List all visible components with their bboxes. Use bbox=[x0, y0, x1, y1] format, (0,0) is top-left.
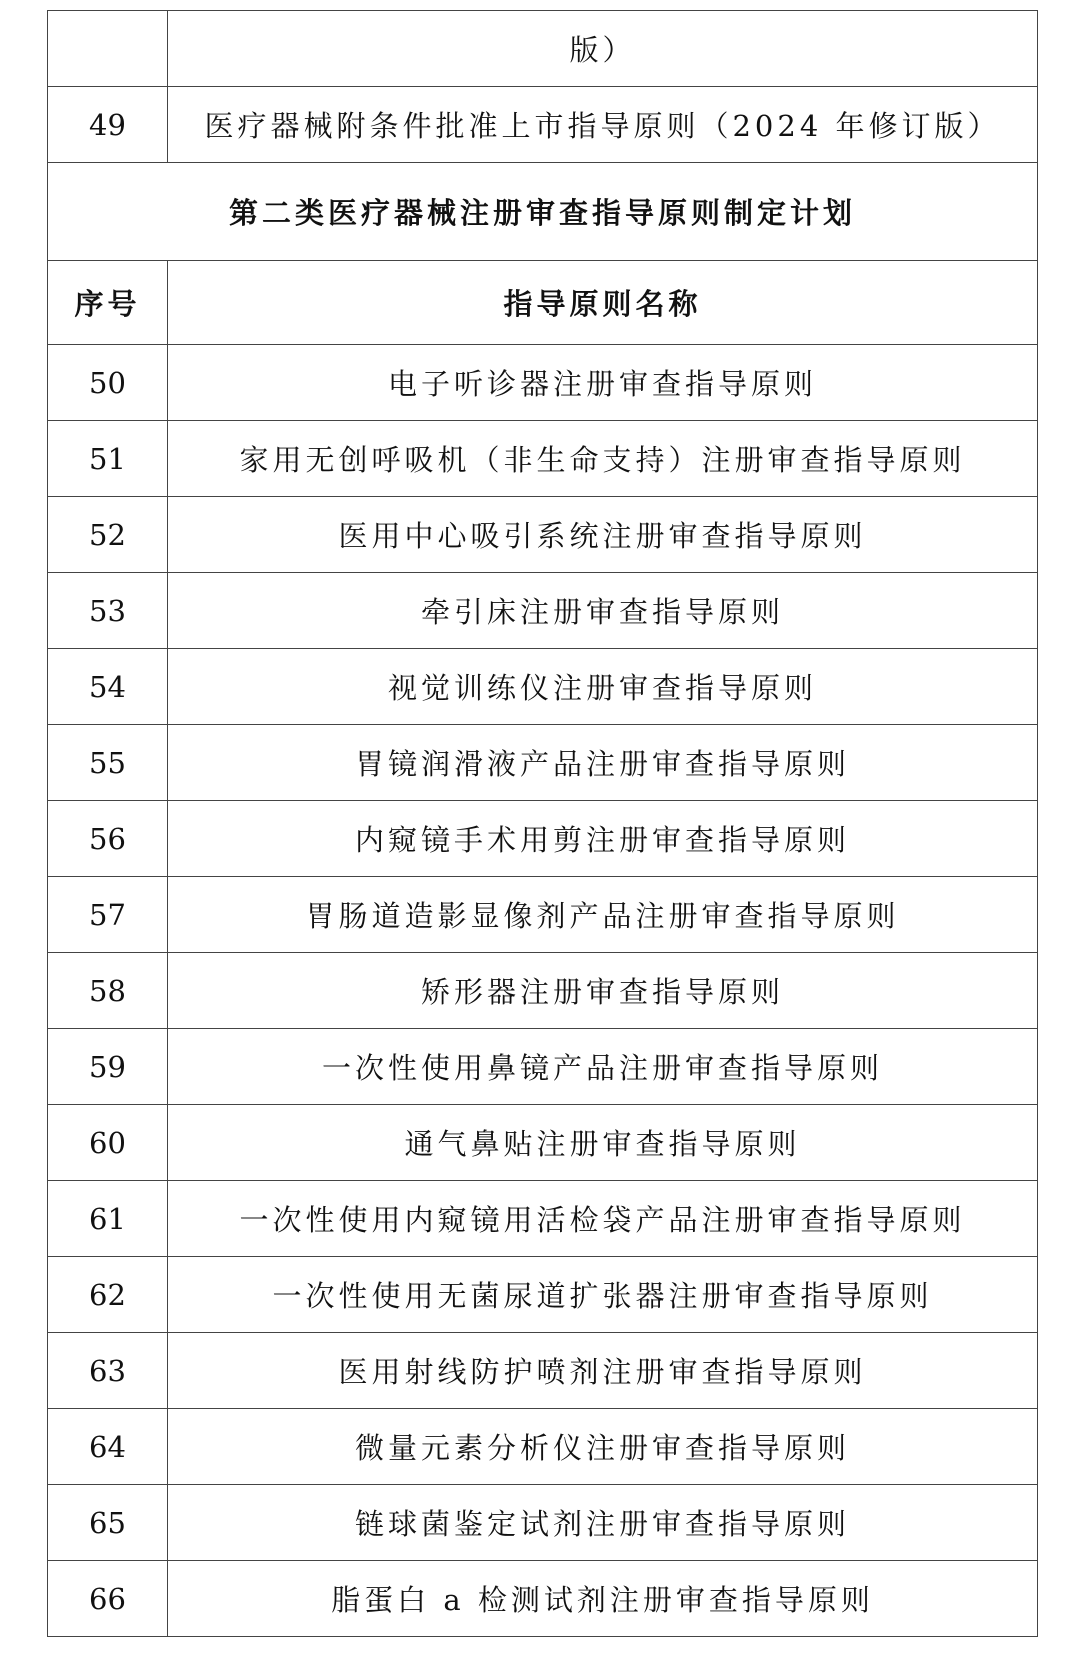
row-name-cell: 通气鼻贴注册审查指导原则 bbox=[168, 1105, 1038, 1181]
row-number-cell: 63 bbox=[48, 1333, 168, 1409]
row-name-cell: 胃镜润滑液产品注册审查指导原则 bbox=[168, 725, 1038, 801]
row-number-cell: 65 bbox=[48, 1485, 168, 1561]
row-number-cell: 55 bbox=[48, 725, 168, 801]
table-row bbox=[48, 877, 1038, 953]
section-title: 第二类医疗器械注册审查指导原则制定计划 bbox=[48, 163, 1038, 261]
guideline-plan-table bbox=[47, 10, 1038, 1637]
row-number-cell: 54 bbox=[48, 649, 168, 725]
row-name-cell: 版） bbox=[168, 11, 1038, 87]
row-name-cell: 视觉训练仪注册审查指导原则 bbox=[168, 649, 1038, 725]
continuation-row bbox=[48, 11, 1038, 87]
row-number-cell: 64 bbox=[48, 1409, 168, 1485]
row-name-cell: 链球菌鉴定试剂注册审查指导原则 bbox=[168, 1485, 1038, 1561]
table-row bbox=[48, 953, 1038, 1029]
table-row bbox=[48, 1561, 1038, 1637]
row-number-cell: 61 bbox=[48, 1181, 168, 1257]
table-row bbox=[48, 573, 1038, 649]
row-number-cell: 66 bbox=[48, 1561, 168, 1637]
row-number-cell: 60 bbox=[48, 1105, 168, 1181]
row-number-cell bbox=[48, 11, 168, 87]
table-row bbox=[48, 1105, 1038, 1181]
row-name-cell: 家用无创呼吸机（非生命支持）注册审查指导原则 bbox=[168, 421, 1038, 497]
row-number-cell: 50 bbox=[48, 345, 168, 421]
table-row bbox=[48, 421, 1038, 497]
section-title-row bbox=[48, 163, 1038, 261]
row-number-cell: 52 bbox=[48, 497, 168, 573]
table-row bbox=[48, 1029, 1038, 1105]
row-number-cell: 56 bbox=[48, 801, 168, 877]
row-name-cell: 内窥镜手术用剪注册审查指导原则 bbox=[168, 801, 1038, 877]
table-row bbox=[48, 801, 1038, 877]
row-number-cell: 58 bbox=[48, 953, 168, 1029]
row-name-cell: 脂蛋白 a 检测试剂注册审查指导原则 bbox=[168, 1561, 1038, 1637]
table-row bbox=[48, 87, 1038, 163]
table-row bbox=[48, 1333, 1038, 1409]
row-name-cell: 一次性使用鼻镜产品注册审查指导原则 bbox=[168, 1029, 1038, 1105]
row-name-cell: 一次性使用无菌尿道扩张器注册审查指导原则 bbox=[168, 1257, 1038, 1333]
row-name-cell: 微量元素分析仪注册审查指导原则 bbox=[168, 1409, 1038, 1485]
table-row bbox=[48, 1409, 1038, 1485]
table-row bbox=[48, 1181, 1038, 1257]
row-name-cell: 医疗器械附条件批准上市指导原则（2024 年修订版） bbox=[168, 87, 1038, 163]
table-row bbox=[48, 649, 1038, 725]
row-name-cell: 医用射线防护喷剂注册审查指导原则 bbox=[168, 1333, 1038, 1409]
row-number-cell: 59 bbox=[48, 1029, 168, 1105]
column-header-number: 序号 bbox=[48, 261, 168, 345]
table-row bbox=[48, 497, 1038, 573]
table-header-row bbox=[48, 261, 1038, 345]
table-row bbox=[48, 1257, 1038, 1333]
row-number-cell: 62 bbox=[48, 1257, 168, 1333]
row-name-cell: 医用中心吸引系统注册审查指导原则 bbox=[168, 497, 1038, 573]
column-header-name: 指导原则名称 bbox=[168, 261, 1038, 345]
row-number-cell: 49 bbox=[48, 87, 168, 163]
row-number-cell: 53 bbox=[48, 573, 168, 649]
table-row bbox=[48, 725, 1038, 801]
row-number-cell: 57 bbox=[48, 877, 168, 953]
row-name-cell: 牵引床注册审查指导原则 bbox=[168, 573, 1038, 649]
row-number-cell: 51 bbox=[48, 421, 168, 497]
row-name-cell: 矫形器注册审查指导原则 bbox=[168, 953, 1038, 1029]
row-name-cell: 胃肠道造影显像剂产品注册审查指导原则 bbox=[168, 877, 1038, 953]
row-name-cell: 电子听诊器注册审查指导原则 bbox=[168, 345, 1038, 421]
table-row bbox=[48, 345, 1038, 421]
row-name-cell: 一次性使用内窥镜用活检袋产品注册审查指导原则 bbox=[168, 1181, 1038, 1257]
table-row bbox=[48, 1485, 1038, 1561]
